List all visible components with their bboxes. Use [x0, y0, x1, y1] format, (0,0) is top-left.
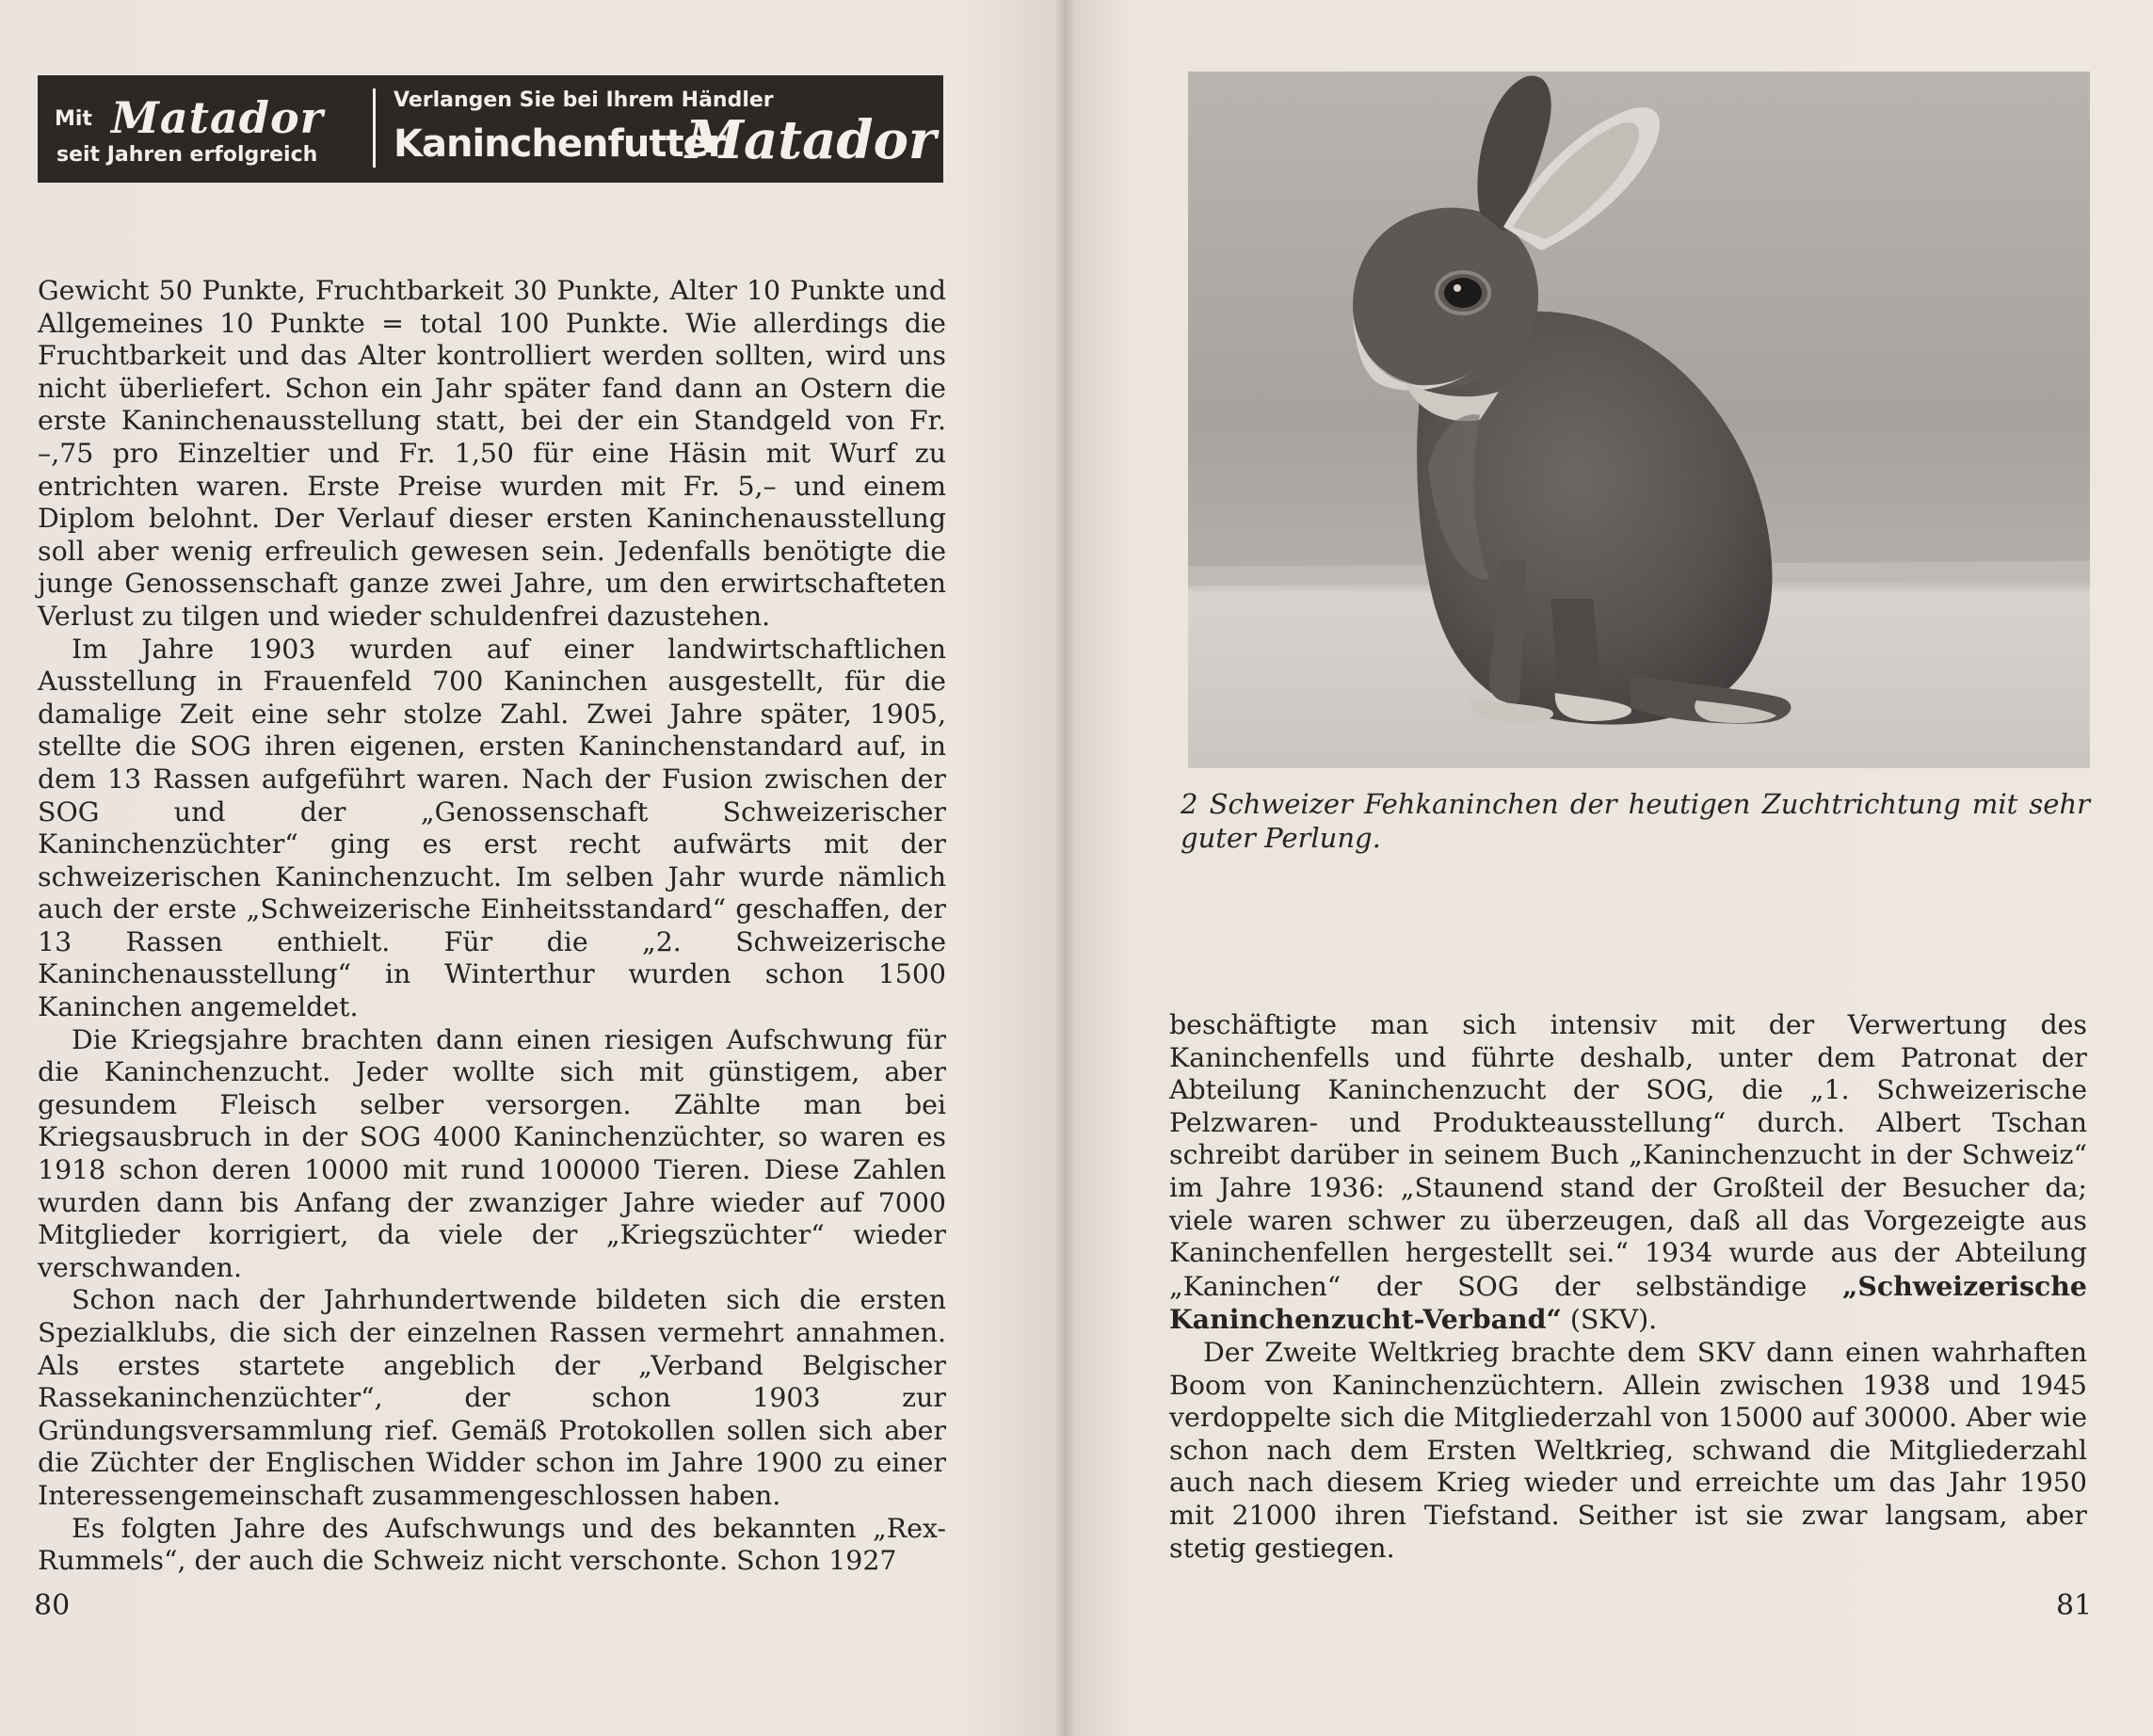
ad-brand-logo-large: Matador [685, 109, 937, 171]
bold-organization-name: „Schweizerische Kaninchenzucht-Verband“ [1169, 1269, 2087, 1336]
left-page [0, 0, 1065, 1736]
paragraph: Gewicht 50 Punkte, Fruchtbarkeit 30 Punkte, Alter 10 Punkte und Allgemeines 10 Punkte = total 100 Punkte. Wie allerdings die Fruchtbarkeit und das Alter kontrolliert werden sollten, wird uns nicht überliefert. Schon ein Jahr später fand dann an Ostern die erste Kaninchenausstellung statt, bei der ein Standgeld von Fr. –,75 pro Einzeltier und Fr. 1,50 für eine Häsin mit Wurf zu entrichten waren. Erste Preise wurden mit Fr. 5,– und einem Diplom belohnt. Der Verlauf dieser ersten Kaninchenausstellung soll aber wenig erfreulich gewesen sein. Jedenfalls benötigte die junge Genossenschaft ganze zwei Jahre, um den erwirtschafteten Verlust zu tilgen und wieder schuldenfrei dazustehen. [38, 275, 946, 632]
figure-caption: 2 Schweizer Fehkaninchen der heutigen Zuchtrichtung mit sehr guter Perlung. [1181, 788, 2090, 854]
ad-ask-text: Verlangen Sie bei Ihrem Händler [394, 88, 774, 112]
ad-mit-text: Mit [55, 107, 92, 131]
paragraph: Schon nach der Jahrhundertwende bildeten sich die ersten Spezialklubs, die sich der einzelnen Rassen vermehrt annahmen. Als erstes startete angeblich der „Verband Belgischer Rassekaninchenzüchter“, der schon 1903 zur Gründungsversammlung rief. Gemäß Protokollen sollen sich aber die Züchter der Englischen Widder schon im Jahre 1900 zu einer Interessengemeinschaft zusammengeschlossen haben. [38, 1284, 946, 1511]
left-page-body [38, 275, 946, 1578]
matador-advertisement [38, 75, 943, 183]
paragraph: Die Kriegsjahre brachten dann einen riesigen Aufschwung für die Kaninchenzucht. Jeder wollte sich mit günstigem, aber gesundem Fleisch selber versorgen. Zählte man bei Kriegsausbruch in der SOG 4000 Kaninchenzüchter, so waren es 1918 schon deren 10000 mit rund 100000 Tieren. Diese Zahlen wurden dann bis Anfang der zwanziger Jahre wieder auf 7000 Mitglieder korrigiert, da viele der „Kriegszüchter“ wieder verschwanden. [38, 1023, 946, 1283]
book-gutter [1054, 0, 1075, 1736]
paragraph [1169, 1009, 2087, 1337]
rabbit-photo [1188, 72, 2090, 768]
page-number-left: 80 [34, 1589, 71, 1622]
right-page-body [1169, 1009, 2087, 1565]
paragraph-text: (SKV). [1561, 1304, 1658, 1336]
ad-since-text: seit Jahren erfolgreich [56, 143, 318, 167]
paragraph-text: beschäftigte man sich intensiv mit der Verwertung des Kaninchenfells und führte deshalb, unter dem Patronat der Abteilung Kaninchenzucht der SOG, die „1. Schweizerische Pelzwaren- und Produkteausstellung“ durch. Albert Tschan schreibt darüber in seinem Buch „Kaninchenzucht in der Schweiz“ im Jahre 1936: „Staunend stand der Großteil der Besucher da; viele waren schwer zu überzeugen, daß all das Vorgezeigte aus Kaninchenfellen hergestellt sei.“ 1934 wurde aus der Abteilung „Kaninchen“ der SOG der selbständige [1169, 1009, 2087, 1302]
ad-divider [373, 88, 376, 168]
page-number-right: 81 [2056, 1589, 2093, 1622]
paragraph: Im Jahre 1903 wurden auf einer landwirtschaftlichen Ausstellung in Frauenfeld 700 Kaninchen ausgestellt, für die damalige Zeit eine sehr stolze Zahl. Zwei Jahre später, 1905, stellte die SOG ihren eigenen, ersten Kaninchenstandard auf, in dem 13 Rassen aufgeführt waren. Nach der Fusion zwischen der SOG und der „Genossenschaft Schweizerischer Kaninchenzüchter“ ging es erst recht aufwärts mit der schweizerischen Kaninchenzucht. Im selben Jahr wurde nämlich auch der erste „Schweizerische Einheitsstandard“ geschaffen, der 13 Rassen enthielt. Für die „2. Schweizerische Kaninchenausstellung“ in Winterthur wurden schon 1500 Kaninchen angemeldet. [38, 633, 946, 1023]
paragraph: Es folgten Jahre des Aufschwungs und des bekannten „Rex-Rummels“, der auch die Schweiz nicht verschonte. Schon 1927 [38, 1512, 946, 1577]
paragraph: Der Zweite Weltkrieg brachte dem SKV dann einen wahrhaften Boom von Kaninchenzüchtern. Allein zwischen 1938 und 1945 verdoppelte sich die Mitgliederzahl von 15000 auf 30000. Aber wie schon nach dem Ersten Weltkrieg, schwand die Mitgliederzahl auch nach diesem Krieg wieder und erreichte um das Jahr 1950 mit 21000 ihren Tiefstand. Seither ist sie zwar langsam, aber stetig gestiegen. [1169, 1336, 2087, 1564]
ad-brand-logo: Matador [111, 92, 324, 143]
ad-product-text: Kaninchenfutter [394, 122, 726, 166]
